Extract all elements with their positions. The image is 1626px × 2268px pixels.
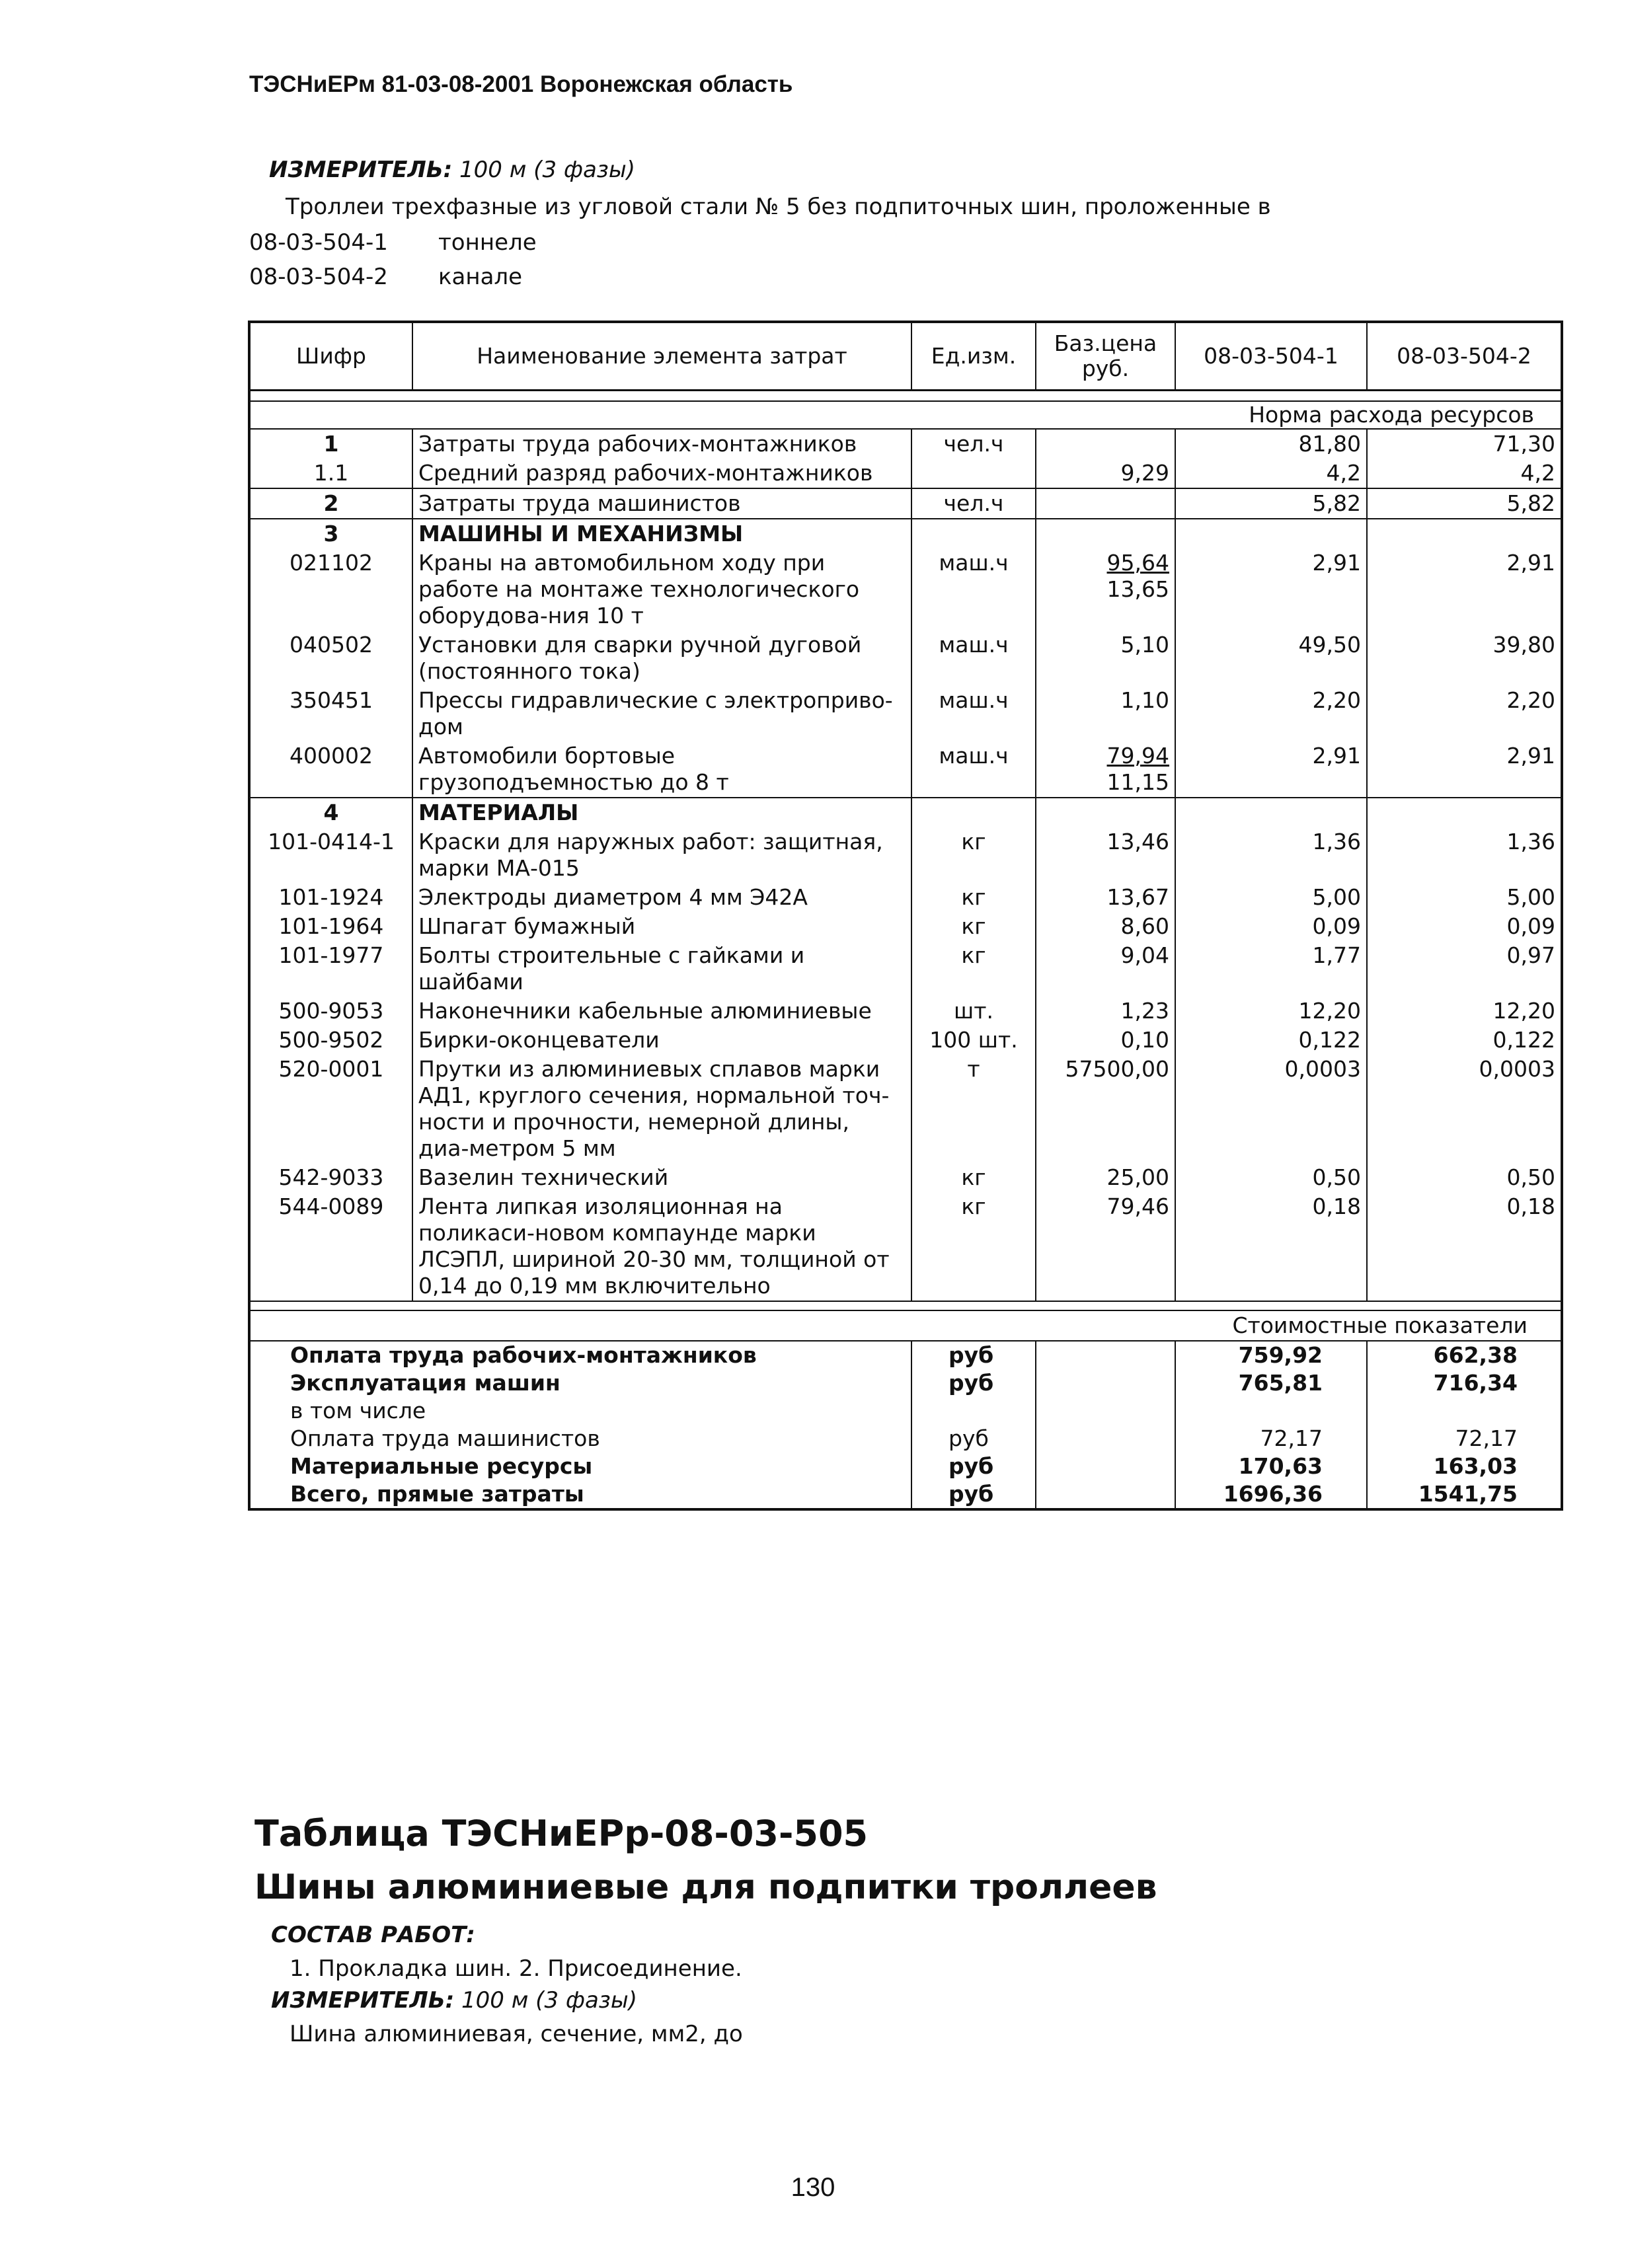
resource-code: 1.1 bbox=[249, 459, 412, 488]
table-row bbox=[249, 912, 1562, 941]
norm-504-2: 4,2 bbox=[1367, 459, 1562, 488]
resource-unit: кг bbox=[911, 941, 1036, 997]
base-price: 79,46 bbox=[1036, 1192, 1175, 1301]
col-header: Шифр bbox=[249, 322, 412, 391]
norm-504-2: 0,0003 bbox=[1479, 1056, 1555, 1082]
resource-unit bbox=[911, 798, 1036, 827]
resource-unit: т bbox=[911, 1055, 1036, 1163]
work-composition: 1. Прокладка шин. 2. Присоединение. bbox=[290, 1955, 742, 1982]
resource-unit: маш.ч bbox=[911, 630, 1036, 686]
norm-504-2: 1,36 bbox=[1506, 829, 1555, 854]
resource-unit: кг bbox=[911, 827, 1036, 883]
resource-code: 4 bbox=[249, 798, 412, 827]
table-header-row bbox=[249, 322, 1562, 391]
table-row bbox=[249, 1163, 1562, 1192]
table-row bbox=[249, 1192, 1562, 1301]
cost-unit bbox=[911, 1397, 1036, 1425]
cost-504-2: 72,17 bbox=[1455, 1425, 1518, 1451]
table-row bbox=[249, 519, 1562, 548]
resource-unit: чел.ч bbox=[911, 488, 1036, 519]
norm-504-1: 2,91 bbox=[1175, 741, 1367, 798]
resource-name: Лента липкая изоляционная на поликаси-новом компаунде марки ЛСЭПЛ, шириной 20-30 мм, толщиной от 0,14 до 0,19 мм включительно bbox=[412, 1192, 911, 1301]
resource-name: Наконечники кабельные алюминиевые bbox=[412, 997, 911, 1026]
resource-name: МАШИНЫ И МЕХАНИЗМЫ bbox=[412, 519, 911, 548]
resource-code: 2 bbox=[249, 488, 412, 519]
col-header: Наименование элемента затрат bbox=[412, 322, 911, 391]
norm-504-1: 49,50 bbox=[1175, 630, 1367, 686]
resource-name: Затраты труда машинистов bbox=[412, 488, 911, 519]
resource-code: 101-1924 bbox=[249, 883, 412, 912]
cost-label: Эксплуатация машин bbox=[290, 1370, 561, 1396]
norm-504-1: 0,09 bbox=[1175, 912, 1367, 941]
base-price bbox=[1036, 429, 1175, 459]
cost-504-2: 163,03 bbox=[1433, 1453, 1518, 1479]
cost-price-empty bbox=[1036, 1425, 1175, 1453]
norm-504-1: 81,80 bbox=[1175, 429, 1367, 459]
cost-row bbox=[249, 1480, 1562, 1509]
norm-504-2: 12,20 bbox=[1492, 998, 1555, 1024]
cost-label: Материальные ресурсы bbox=[290, 1453, 593, 1479]
resource-unit: чел.ч bbox=[911, 429, 1036, 459]
cost-504-1 bbox=[1175, 1397, 1367, 1425]
cost-row bbox=[249, 1397, 1562, 1425]
base-price bbox=[1036, 488, 1175, 519]
cost-price-empty bbox=[1036, 1397, 1175, 1425]
next-description: Шина алюминиевая, сечение, мм2, до bbox=[290, 2021, 743, 2047]
variant-code: 08-03-504-2 bbox=[249, 264, 388, 290]
cost-504-1: 170,63 bbox=[1175, 1453, 1367, 1480]
cost-504-2: 1541,75 bbox=[1418, 1481, 1518, 1507]
resource-name: Шпагат бумажный bbox=[412, 912, 911, 941]
cost-label: Оплата труда машинистов bbox=[290, 1425, 600, 1451]
table-row bbox=[249, 1055, 1562, 1163]
base-price: 5,10 bbox=[1036, 630, 1175, 686]
base-price: 9,04 bbox=[1036, 941, 1175, 997]
cost-504-1: 72,17 bbox=[1175, 1425, 1367, 1453]
cost-price-empty bbox=[1036, 1480, 1175, 1509]
resource-code: 021102 bbox=[249, 548, 412, 630]
resource-unit: кг bbox=[911, 1192, 1036, 1301]
table-row bbox=[249, 827, 1562, 883]
base-price: 1,10 bbox=[1036, 686, 1175, 741]
resource-name: Прутки из алюминиевых сплавов марки АД1, круглого сечения, нормальной точ-ности и прочности, немерной длины, диа-метром 5 мм bbox=[412, 1055, 911, 1163]
base-price: 0,10 bbox=[1036, 1026, 1175, 1055]
resource-unit bbox=[911, 459, 1036, 488]
resource-unit: маш.ч bbox=[911, 686, 1036, 741]
table-row bbox=[249, 630, 1562, 686]
cost-504-1: 765,81 bbox=[1175, 1369, 1367, 1397]
base-price: 25,00 bbox=[1036, 1163, 1175, 1192]
cost-price-empty bbox=[1036, 1453, 1175, 1480]
norm-504-2 bbox=[1367, 519, 1562, 548]
base-price: 95,64 13,65 bbox=[1036, 548, 1175, 630]
norm-504-1 bbox=[1175, 519, 1367, 548]
cost-unit: руб bbox=[911, 1369, 1036, 1397]
resource-name: Прессы гидравлические с электроприво-дом bbox=[412, 686, 911, 741]
variant-name: тоннеле bbox=[438, 229, 537, 256]
norm-504-2: 5,00 bbox=[1506, 884, 1555, 910]
norm-504-1: 1,36 bbox=[1175, 827, 1367, 883]
resource-unit bbox=[911, 519, 1036, 548]
base-price: 9,29 bbox=[1036, 459, 1175, 488]
table-body bbox=[249, 429, 1562, 1301]
cost-504-1: 759,92 bbox=[1175, 1341, 1367, 1369]
page-number: 130 bbox=[791, 2173, 835, 2202]
resource-unit: 100 шт. bbox=[911, 1026, 1036, 1055]
norm-504-1 bbox=[1175, 798, 1367, 827]
resource-unit: маш.ч bbox=[911, 548, 1036, 630]
norm-504-1: 12,20 bbox=[1175, 997, 1367, 1026]
base-price: 1,23 bbox=[1036, 997, 1175, 1026]
norm-caption-row: Норма расхода ресурсов bbox=[249, 401, 1562, 429]
cost-504-2 bbox=[1367, 1397, 1562, 1425]
table-row bbox=[249, 941, 1562, 997]
resource-unit: кг bbox=[911, 912, 1036, 941]
col-header: 08-03-504-1 bbox=[1175, 322, 1367, 391]
resource-name: Болты строительные с гайками и шайбами bbox=[412, 941, 911, 997]
resource-name: Бирки-оконцеватели bbox=[412, 1026, 911, 1055]
resource-name: Затраты труда рабочих-монтажников bbox=[412, 429, 911, 459]
norm-504-1: 0,0003 bbox=[1175, 1055, 1367, 1163]
norm-504-2: 0,18 bbox=[1367, 1192, 1562, 1301]
variant-name: канале bbox=[438, 264, 523, 290]
cost-row bbox=[249, 1369, 1562, 1397]
table-row bbox=[249, 429, 1562, 459]
table-row bbox=[249, 883, 1562, 912]
cost-row bbox=[249, 1453, 1562, 1480]
norm-504-1: 5,82 bbox=[1175, 488, 1367, 519]
cost-label: Всего, прямые затраты bbox=[290, 1481, 584, 1507]
norm-504-2: 39,80 bbox=[1492, 632, 1555, 658]
cost-504-1: 1696,36 bbox=[1175, 1480, 1367, 1509]
norm-504-2: 2,91 bbox=[1506, 550, 1555, 576]
cost-body bbox=[249, 1341, 1562, 1509]
cost-unit: руб bbox=[911, 1341, 1036, 1369]
norm-504-1: 0,50 bbox=[1175, 1163, 1367, 1192]
resource-name: Автомобили бортовые грузоподъемностью до 8 т bbox=[412, 741, 911, 798]
measure-label-2: ИЗМЕРИТЕЛЬ: 100 м (3 фазы) bbox=[271, 1987, 637, 2014]
next-table-title: Таблица ТЭСНиЕРр-08-03-505 bbox=[254, 1813, 869, 1854]
resource-code: 101-1977 bbox=[249, 941, 412, 997]
col-header: Ед.изм. bbox=[911, 322, 1036, 391]
norm-504-2: 5,82 bbox=[1367, 488, 1562, 519]
norm-504-1: 0,18 bbox=[1175, 1192, 1367, 1301]
resource-code: 040502 bbox=[249, 630, 412, 686]
cost-504-2: 716,34 bbox=[1433, 1370, 1518, 1396]
resource-code: 542-9033 bbox=[249, 1163, 412, 1192]
col-header: Баз.цена руб. bbox=[1036, 322, 1175, 391]
resource-code: 500-9502 bbox=[249, 1026, 412, 1055]
resource-code: 544-0089 bbox=[249, 1192, 412, 1301]
work-composition-label: СОСТАВ РАБОТ: bbox=[271, 1922, 475, 1948]
running-header: ТЭСНиЕРм 81-03-08-2001 Воронежская область bbox=[249, 71, 793, 97]
resource-name: МАТЕРИАЛЫ bbox=[412, 798, 911, 827]
cost-price-empty bbox=[1036, 1369, 1175, 1397]
norms-table bbox=[248, 321, 1563, 1511]
norm-504-2: 2,91 bbox=[1367, 741, 1562, 798]
resource-unit: кг bbox=[911, 883, 1036, 912]
cost-row bbox=[249, 1341, 1562, 1369]
resource-name: Установки для сварки ручной дуговой (постоянного тока) bbox=[412, 630, 911, 686]
norm-504-1: 1,77 bbox=[1175, 941, 1367, 997]
resource-name: Средний разряд рабочих-монтажников bbox=[412, 459, 911, 488]
base-price: 8,60 bbox=[1036, 912, 1175, 941]
cost-unit: руб bbox=[911, 1425, 1036, 1453]
table-row bbox=[249, 997, 1562, 1026]
resource-name: Вазелин технический bbox=[412, 1163, 911, 1192]
base-price: 13,67 bbox=[1036, 883, 1175, 912]
base-price bbox=[1036, 519, 1175, 548]
base-price: 13,46 bbox=[1036, 827, 1175, 883]
base-price: 79,94 11,15 bbox=[1036, 741, 1175, 798]
table-row bbox=[249, 459, 1562, 488]
table-row bbox=[249, 686, 1562, 741]
resource-code: 500-9053 bbox=[249, 997, 412, 1026]
cost-price-empty bbox=[1036, 1341, 1175, 1369]
norm-504-2 bbox=[1367, 798, 1562, 827]
resource-name: Электроды диаметром 4 мм Э42А bbox=[412, 883, 911, 912]
section-description: Троллеи трехфазные из угловой стали № 5 без подпиточных шин, проложенные в bbox=[286, 194, 1271, 220]
resource-code: 3 bbox=[249, 519, 412, 548]
cost-row bbox=[249, 1425, 1562, 1453]
resource-code: 520-0001 bbox=[249, 1055, 412, 1163]
base-price bbox=[1036, 798, 1175, 827]
resource-code: 101-0414-1 bbox=[249, 827, 412, 883]
cost-504-2: 662,38 bbox=[1433, 1342, 1518, 1368]
table-row bbox=[249, 1026, 1562, 1055]
table-row bbox=[249, 741, 1562, 798]
norm-504-2: 0,122 bbox=[1492, 1027, 1555, 1053]
norm-504-2: 71,30 bbox=[1492, 431, 1555, 457]
cost-caption-row: Стоимостные показатели bbox=[249, 1310, 1562, 1341]
resource-code: 101-1964 bbox=[249, 912, 412, 941]
norm-504-2: 0,09 bbox=[1506, 913, 1555, 939]
resource-unit: кг bbox=[911, 1163, 1036, 1192]
table-row bbox=[249, 798, 1562, 827]
norm-504-1: 5,00 bbox=[1175, 883, 1367, 912]
resource-unit: шт. bbox=[911, 997, 1036, 1026]
resource-code: 400002 bbox=[249, 741, 412, 798]
table-row bbox=[249, 548, 1562, 630]
resource-code: 1 bbox=[249, 429, 412, 459]
resource-code: 350451 bbox=[249, 686, 412, 741]
norm-504-1: 2,20 bbox=[1175, 686, 1367, 741]
next-table-subtitle: Шины алюминиевые для подпитки троллеев bbox=[254, 1868, 1157, 1907]
resource-name: Краски для наружных работ: защитная, марки МА-015 bbox=[412, 827, 911, 883]
norm-504-1: 4,2 bbox=[1175, 459, 1367, 488]
norm-504-1: 2,91 bbox=[1175, 548, 1367, 630]
norm-504-2: 2,20 bbox=[1506, 687, 1555, 713]
cost-label: Оплата труда рабочих-монтажников bbox=[290, 1342, 757, 1368]
measure-label: ИЗМЕРИТЕЛЬ: 100 м (3 фазы) bbox=[269, 157, 635, 183]
cost-unit: руб bbox=[911, 1480, 1036, 1509]
table-row bbox=[249, 488, 1562, 519]
cost-label: в том числе bbox=[290, 1398, 426, 1423]
cost-unit: руб bbox=[911, 1453, 1036, 1480]
resource-unit: маш.ч bbox=[911, 741, 1036, 798]
variant-code: 08-03-504-1 bbox=[249, 229, 388, 256]
norm-504-2: 0,97 bbox=[1506, 942, 1555, 968]
base-price: 57500,00 bbox=[1036, 1055, 1175, 1163]
col-header: 08-03-504-2 bbox=[1367, 322, 1562, 391]
norm-504-1: 0,122 bbox=[1175, 1026, 1367, 1055]
norm-504-2: 0,50 bbox=[1506, 1164, 1555, 1190]
resource-name: Краны на автомобильном ходу при работе на монтаже технологического оборудова-ния 10 т bbox=[412, 548, 911, 630]
